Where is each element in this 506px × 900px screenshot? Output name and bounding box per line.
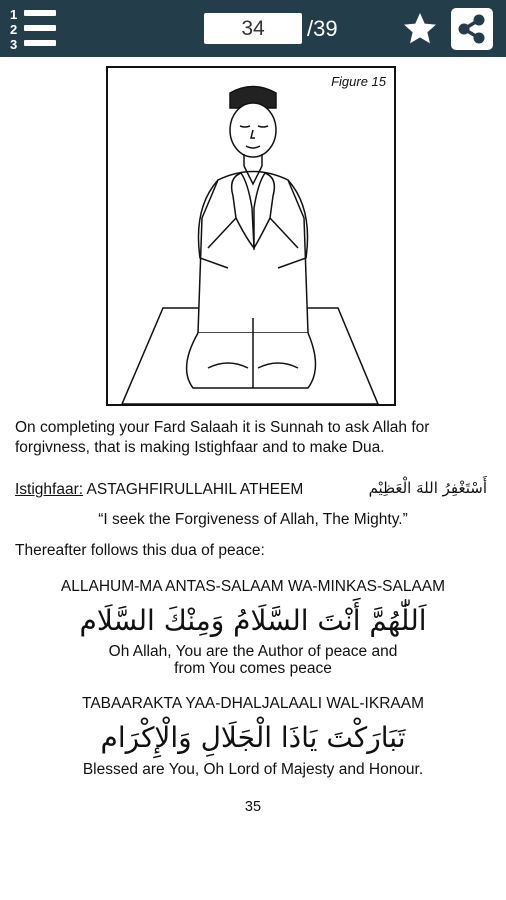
- share-button[interactable]: [451, 8, 493, 50]
- numbered-list-icon[interactable]: [8, 6, 58, 52]
- dua1-meaning: [0, 643, 506, 677]
- praying-man-illustration: [108, 68, 394, 404]
- svg-text:1: 1: [10, 7, 18, 22]
- dua1-meaning-line1: Oh Allah, You are the Author of peace and: [108, 643, 398, 660]
- figure-label: Figure 15: [331, 74, 386, 89]
- figure-illustration: [106, 66, 396, 406]
- thereafter-text: Thereafter follows this dua of peace:: [15, 542, 265, 559]
- svg-text:3: 3: [10, 37, 18, 52]
- dua1-transliteration: ALLAHUM-MA ANTAS-SALAAM WA-MINKAS-SALAAM: [60, 578, 446, 595]
- istighfaar-row: [15, 478, 495, 502]
- dua2-transliteration: TABAARAKTA YAA-DHALJALAALI WAL-IKRAAM: [82, 695, 424, 712]
- dua2-arabic: تَبَارَكْتَ يَاذَا الْجَلَالِ وَالْإِكْرَام: [100, 721, 406, 754]
- page-number-input[interactable]: [204, 13, 302, 44]
- page-number: 35: [244, 799, 262, 815]
- dua1-meaning-line2: from You comes peace: [174, 660, 332, 677]
- svg-text:2: 2: [10, 22, 18, 37]
- share-icon: [451, 8, 493, 50]
- page-total: /39: [307, 16, 338, 41]
- star-icon[interactable]: [402, 11, 438, 47]
- istighfaar-transliteration: ASTAGHFIRULLAHIL ATHEEM: [86, 481, 304, 498]
- istighfaar-label: Istighfaar:: [15, 481, 84, 498]
- istighfaar-meaning: “I seek the Forgiveness of Allah, The Mighty.”: [98, 511, 408, 528]
- istighfaar-arabic: أَسْتَغْفِرُ اللهَ الْعَظِيْم: [368, 479, 487, 497]
- dua2-meaning: Blessed are You, Oh Lord of Majesty and Honour.: [82, 761, 424, 778]
- intro-paragraph: On completing your Fard Salaah it is Sunnah to ask Allah for forgivness, that is making Istighfaar and to make Dua.: [15, 419, 430, 456]
- dua1-arabic: اَللّٰهُمَّ أَنْتَ السَّلَامُ وَمِنْكَ السَّلَام: [79, 604, 427, 637]
- top-toolbar: [0, 0, 506, 57]
